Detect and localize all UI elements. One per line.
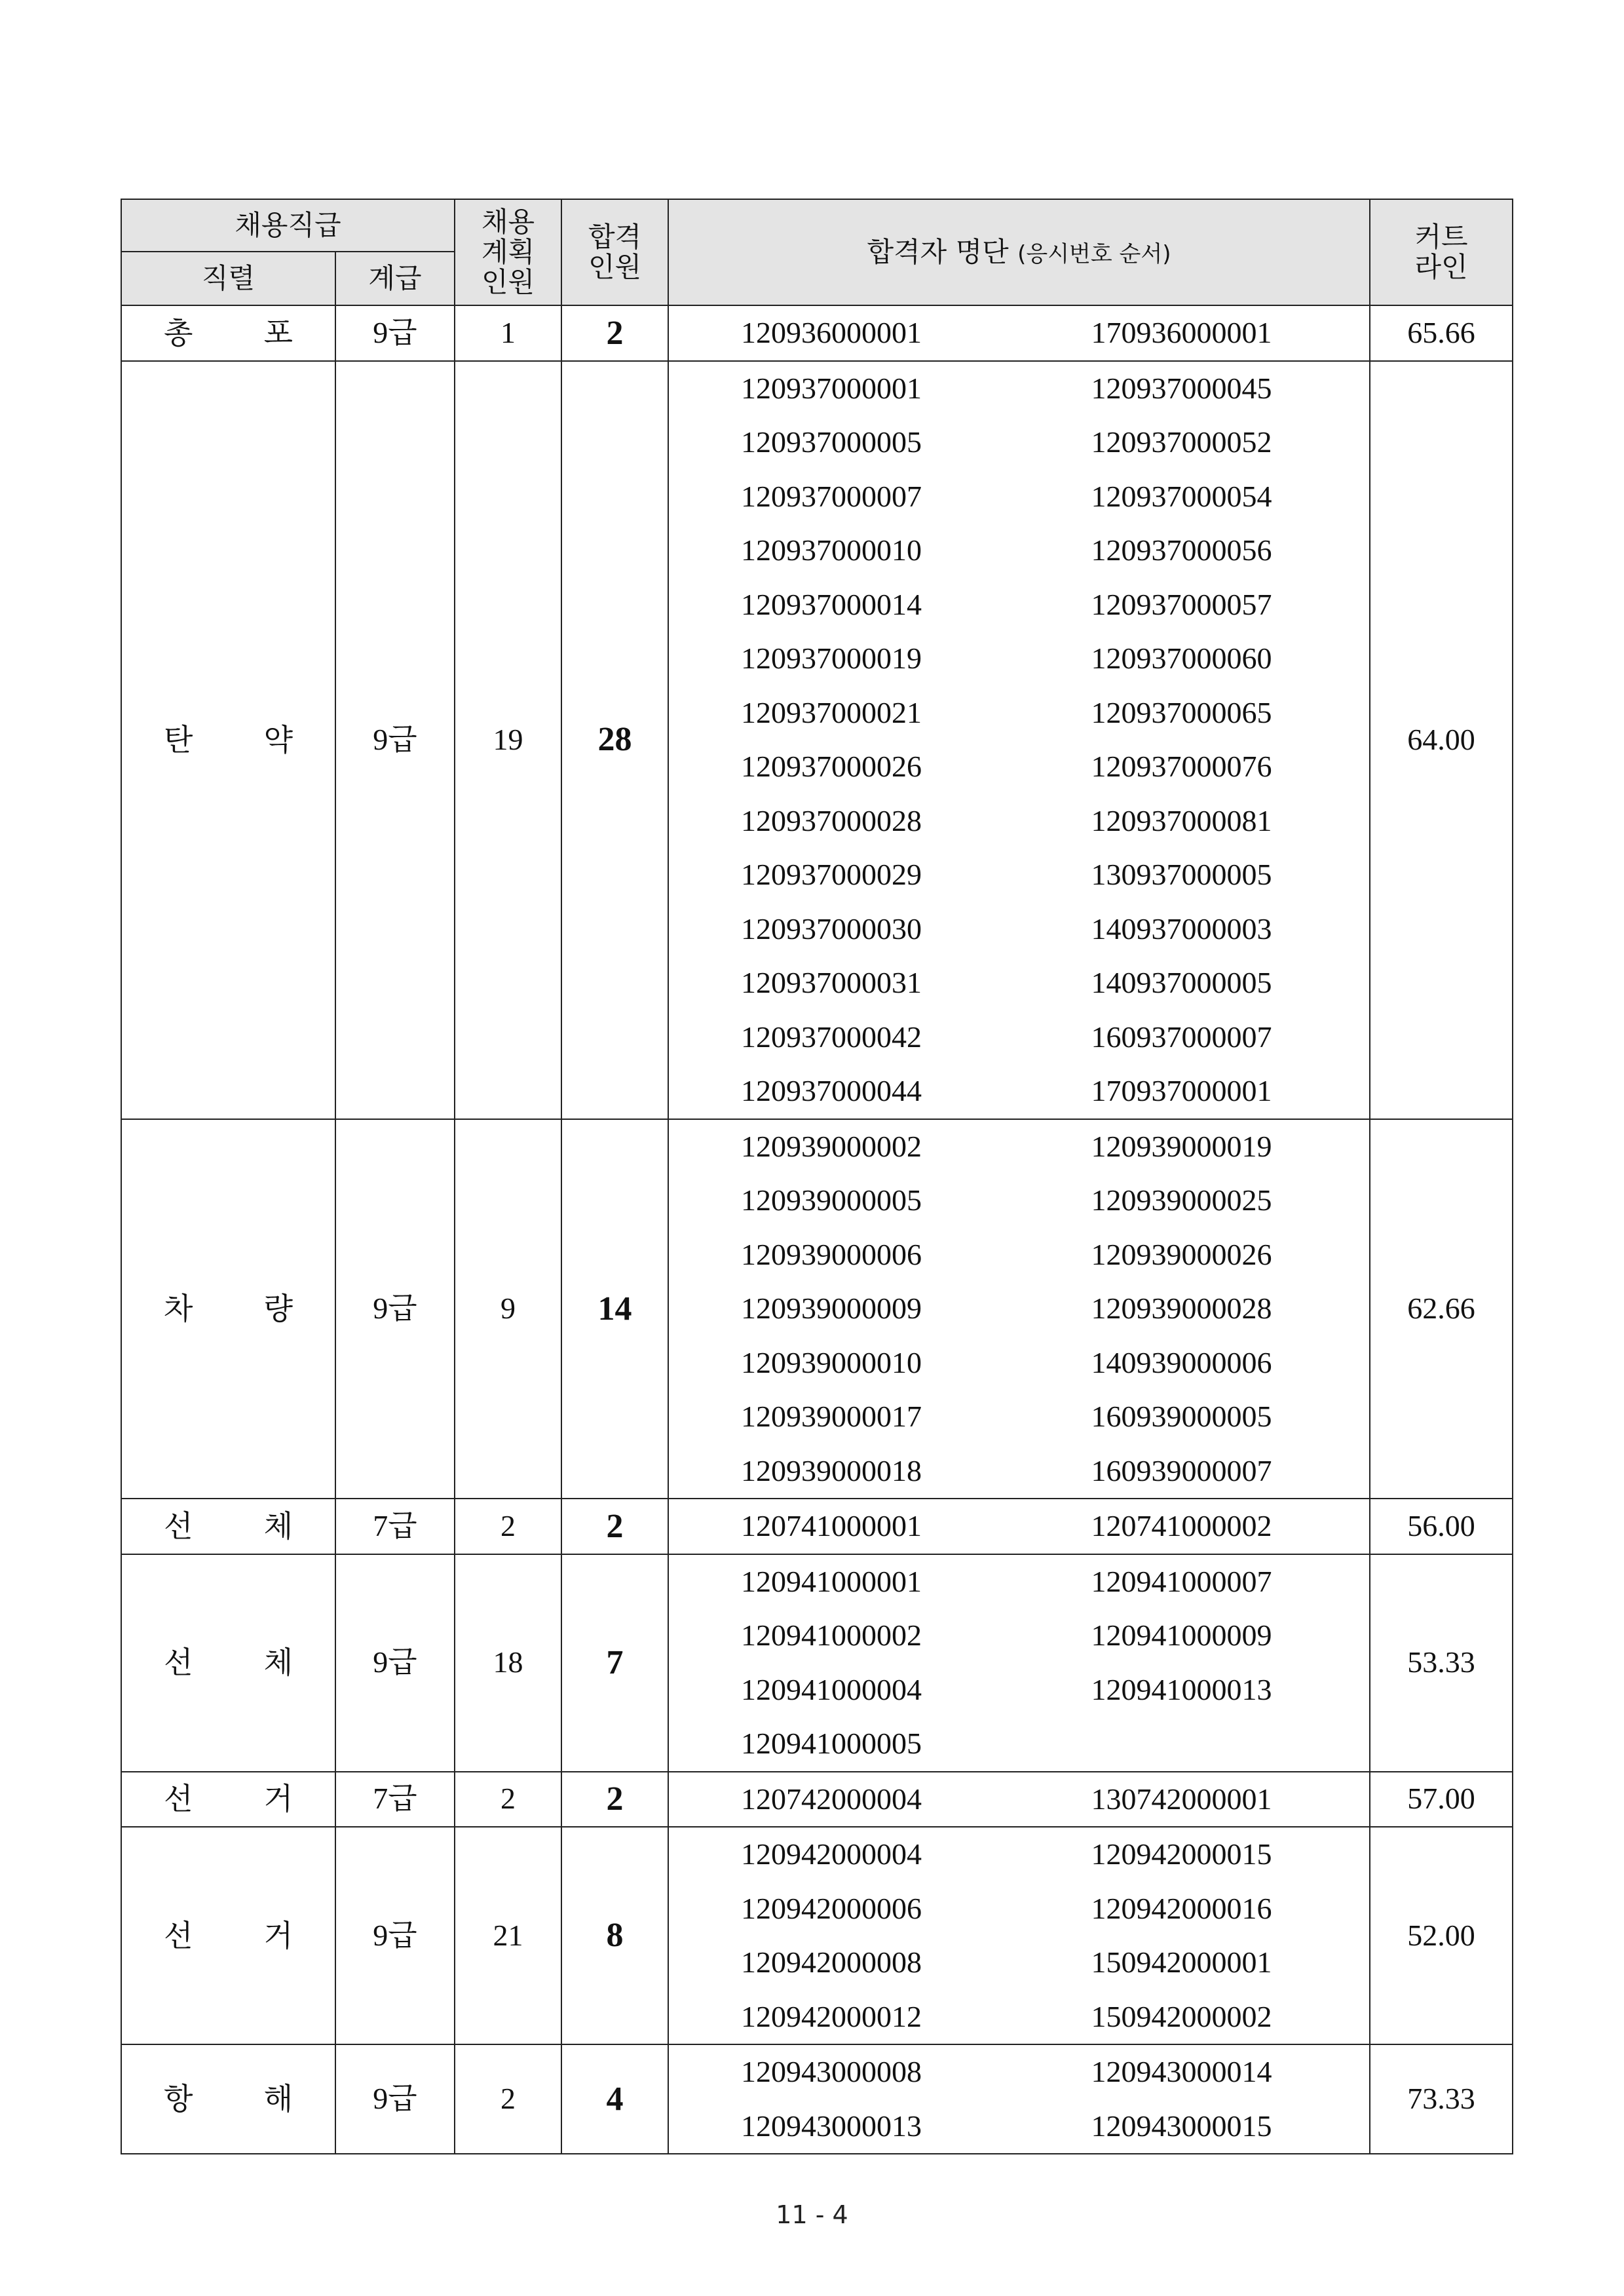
passed-candidates-table (121, 199, 1513, 2154)
header-passed-count (561, 199, 668, 305)
candidate-id: 120937000019 (741, 641, 922, 675)
candidate-id: 120943000008 (741, 2055, 922, 2088)
candidate-id: 120937000001 (741, 371, 922, 405)
candidate-id: 120939000019 (1091, 1129, 1272, 1163)
series-char-first: 선 (164, 1917, 193, 1953)
candidate-id: 120941000013 (1091, 1672, 1272, 1706)
header-planned-line1: 채용 (481, 205, 535, 238)
candidate-id: 120939000005 (741, 1183, 922, 1217)
candidate-id: 130742000001 (1091, 1782, 1272, 1816)
grade-cell (335, 305, 455, 361)
cutline-score: 57.00 (1407, 1782, 1475, 1816)
candidate-id: 120939000028 (1091, 1292, 1272, 1325)
grade-cell (335, 1554, 455, 1772)
header-series: 직렬 (121, 252, 335, 305)
candidate-id: 120937000045 (1091, 371, 1272, 405)
header-cutline-line1: 커트 (1414, 220, 1468, 253)
passed-count: 2 (606, 314, 624, 352)
grade-cell (335, 1827, 455, 2044)
passed-count: 4 (606, 2080, 624, 2118)
planned-count: 1 (500, 315, 516, 349)
candidate-id: 140937000005 (1091, 966, 1272, 999)
candidate-id: 120937000021 (741, 695, 922, 729)
candidate-id-list (669, 1555, 1369, 1771)
table-row (121, 1827, 1513, 2044)
candidate-id-list (669, 362, 1369, 1119)
candidate-id: 170937000001 (1091, 1074, 1272, 1107)
grade-value: 9급 (373, 722, 417, 756)
table-header (121, 199, 1513, 305)
cutline-score: 56.00 (1407, 1508, 1475, 1542)
header-planned-line2: 계획 (481, 235, 535, 268)
cutline-cell (1370, 361, 1513, 1119)
candidate-id-list (669, 306, 1369, 360)
cutline-cell (1370, 1827, 1513, 2044)
header-planned-line3: 인원 (481, 266, 535, 299)
series-char-second: 량 (263, 1290, 293, 1326)
candidate-id: 120942000015 (1091, 1837, 1272, 1871)
cutline-score: 73.33 (1407, 2082, 1475, 2116)
candidate-id-list (669, 2045, 1369, 2153)
candidate-id: 140937000003 (1091, 911, 1272, 946)
grade-value: 9급 (373, 1918, 417, 1952)
grade-value: 9급 (373, 2082, 417, 2116)
passed-count: 14 (597, 1290, 632, 1328)
candidate-id-list (669, 1827, 1369, 2044)
candidate-id: 120741000002 (1091, 1509, 1272, 1542)
candidate-id: 160939000005 (1091, 1400, 1272, 1433)
candidate-id: 120943000014 (1091, 2055, 1272, 2088)
header-candidate-list (668, 199, 1370, 305)
planned-count: 9 (500, 1291, 516, 1325)
series-char-second: 포 (263, 315, 293, 351)
candidate-id: 160939000007 (1091, 1453, 1272, 1487)
candidate-id: 120937000044 (741, 1074, 922, 1107)
series-cell (121, 361, 335, 1119)
candidate-id: 120943000015 (1091, 2109, 1272, 2143)
passed-count: 7 (606, 1643, 624, 1681)
series-name (122, 2082, 335, 2116)
candidate-ids-cell (668, 305, 1370, 361)
cutline-score: 62.66 (1407, 1291, 1475, 1325)
passed-count: 28 (597, 721, 632, 759)
planned-count-cell (455, 1772, 561, 1827)
series-char-second: 체 (263, 1645, 293, 1681)
series-name (122, 723, 335, 757)
planned-count-cell (455, 1827, 561, 2044)
candidate-id: 150942000002 (1091, 1999, 1272, 2033)
passed-count: 2 (606, 1780, 624, 1818)
candidate-id: 120937000065 (1091, 695, 1272, 729)
header-cutline (1370, 199, 1513, 305)
grade-value: 9급 (373, 1645, 417, 1679)
table-row (121, 305, 1513, 361)
candidate-id: 120942000008 (741, 1945, 922, 1979)
cutline-cell (1370, 1554, 1513, 1772)
table-row (121, 1772, 1513, 1827)
candidate-ids-cell (668, 361, 1370, 1119)
table-body (121, 305, 1513, 2154)
candidate-id: 120937000057 (1091, 587, 1272, 621)
cutline-cell (1370, 305, 1513, 361)
series-char-second: 약 (263, 721, 293, 757)
passed-count: 2 (606, 1507, 624, 1545)
passed-count-cell (561, 1499, 668, 1554)
cutline-cell (1370, 1772, 1513, 1827)
candidate-id: 120937000029 (741, 858, 922, 891)
planned-count-cell (455, 2044, 561, 2154)
series-char-second: 해 (263, 2081, 293, 2117)
cutline-cell (1370, 2044, 1513, 2154)
candidate-id: 120942000006 (741, 1891, 922, 1925)
candidate-id: 120939000010 (741, 1345, 922, 1379)
table-row (121, 361, 1513, 1119)
grade-cell (335, 2044, 455, 2154)
candidate-id-list (669, 1120, 1369, 1499)
candidate-id: 120942000012 (741, 1999, 922, 2033)
candidate-id: 120937000042 (741, 1020, 922, 1054)
passed-count-cell (561, 1554, 668, 1772)
passed-count-cell (561, 1119, 668, 1499)
candidate-id: 120937000026 (741, 750, 922, 783)
candidate-id: 120942000004 (741, 1837, 922, 1871)
candidate-id: 140939000006 (1091, 1345, 1272, 1379)
planned-count-cell (455, 1499, 561, 1554)
candidate-id: 120937000076 (1091, 750, 1272, 783)
header-list-title: 합격자 명단 (867, 235, 1009, 268)
planned-count-cell (455, 361, 561, 1119)
candidate-ids-cell (668, 1119, 1370, 1499)
planned-count: 19 (493, 722, 523, 756)
candidate-id: 120937000028 (741, 803, 922, 837)
candidate-id: 120742000004 (741, 1782, 922, 1816)
header-passed-line2: 인원 (588, 251, 642, 283)
grade-cell (335, 1119, 455, 1499)
candidate-id: 120936000001 (741, 316, 922, 349)
cutline-score: 64.00 (1407, 722, 1475, 756)
series-cell (121, 1499, 335, 1554)
candidate-id: 120939000017 (741, 1400, 922, 1433)
candidate-id: 120937000030 (741, 911, 922, 946)
cutline-score: 52.00 (1407, 1918, 1475, 1952)
candidate-id: 120941000009 (1091, 1618, 1272, 1652)
passed-count-cell (561, 2044, 668, 2154)
series-char-first: 선 (164, 1781, 193, 1817)
candidate-id: 120942000016 (1091, 1891, 1272, 1925)
passed-count-cell (561, 361, 668, 1119)
grade-value: 9급 (373, 1291, 417, 1325)
passed-count-cell (561, 1772, 668, 1827)
candidate-id: 120937000031 (741, 966, 922, 999)
candidate-id: 120937000081 (1091, 803, 1272, 837)
planned-count-cell (455, 1554, 561, 1772)
table-row (121, 1554, 1513, 1772)
table-row (121, 1119, 1513, 1499)
grade-cell (335, 1499, 455, 1554)
series-char-first: 총 (164, 315, 193, 351)
candidate-id: 120937000054 (1091, 479, 1272, 513)
series-char-second: 거 (263, 1917, 293, 1953)
candidate-id-list (669, 1499, 1369, 1554)
series-name (122, 316, 335, 350)
header-list-note: (응시번호 순서) (1017, 240, 1171, 267)
grade-cell (335, 361, 455, 1119)
planned-count: 2 (500, 1782, 516, 1816)
candidate-id: 120939000025 (1091, 1183, 1272, 1217)
series-char-first: 선 (164, 1645, 193, 1681)
candidate-id: 120939000006 (741, 1237, 922, 1271)
passed-count-cell (561, 1827, 668, 2044)
series-name (122, 1782, 335, 1816)
header-passed-line1: 합격 (588, 220, 642, 253)
series-char-first: 탄 (164, 721, 193, 757)
grade-value: 7급 (373, 1508, 417, 1542)
candidate-id: 120937000052 (1091, 425, 1272, 459)
series-name (122, 1292, 335, 1326)
cutline-cell (1370, 1119, 1513, 1499)
candidate-id: 120937000005 (741, 425, 922, 459)
cutline-score: 65.66 (1407, 315, 1475, 349)
grade-cell (335, 1772, 455, 1827)
candidate-id: 120941000002 (741, 1618, 922, 1652)
series-char-second: 거 (263, 1781, 293, 1817)
series-cell (121, 1554, 335, 1772)
series-cell (121, 2044, 335, 2154)
candidate-ids-cell (668, 1772, 1370, 1827)
planned-count: 2 (500, 2082, 516, 2116)
candidate-ids-cell (668, 1827, 1370, 2044)
passed-count-cell (561, 305, 668, 361)
planned-count: 2 (500, 1508, 516, 1542)
candidate-id: 120937000007 (741, 479, 922, 513)
series-cell (121, 1772, 335, 1827)
candidate-id: 120941000005 (741, 1727, 922, 1760)
series-cell (121, 1119, 335, 1499)
grade-value: 7급 (373, 1782, 417, 1816)
series-char-first: 선 (164, 1508, 193, 1544)
header-grade: 계급 (335, 252, 455, 305)
cutline-score: 53.33 (1407, 1645, 1475, 1679)
candidate-id: 130937000005 (1091, 858, 1272, 891)
series-name (122, 1919, 335, 1953)
candidate-id: 160937000007 (1091, 1020, 1272, 1054)
candidate-id: 120937000056 (1091, 533, 1272, 567)
series-cell (121, 305, 335, 361)
series-char-second: 체 (263, 1508, 293, 1544)
planned-count-cell (455, 305, 561, 361)
table-row (121, 1499, 1513, 1554)
series-cell (121, 1827, 335, 2044)
candidate-id: 120937000060 (1091, 641, 1272, 675)
series-name (122, 1510, 335, 1543)
candidate-id: 120937000010 (741, 533, 922, 567)
candidate-id: 120943000013 (741, 2109, 922, 2143)
candidate-id: 120941000004 (741, 1672, 922, 1706)
candidate-id: 120741000001 (741, 1509, 922, 1542)
cutline-cell (1370, 1499, 1513, 1554)
candidate-id: 120941000001 (741, 1564, 922, 1598)
planned-count: 18 (493, 1645, 523, 1679)
header-recruit-position: 채용직급 (121, 199, 455, 252)
candidate-ids-cell (668, 2044, 1370, 2154)
candidate-ids-cell (668, 1554, 1370, 1772)
candidate-id: 120941000007 (1091, 1564, 1272, 1598)
candidate-id: 120939000018 (741, 1453, 922, 1487)
series-char-first: 항 (164, 2081, 193, 2117)
candidate-id: 120939000026 (1091, 1237, 1272, 1271)
grade-value: 9급 (373, 315, 417, 349)
candidate-id: 170936000001 (1091, 316, 1272, 349)
candidate-id-list (669, 1772, 1369, 1827)
candidate-ids-cell (668, 1499, 1370, 1554)
series-char-first: 차 (164, 1290, 193, 1326)
planned-count-cell (455, 1119, 561, 1499)
planned-count: 21 (493, 1918, 523, 1952)
passed-count: 8 (606, 1917, 624, 1955)
page-number: 11 - 4 (776, 2200, 848, 2229)
candidate-id: 120939000009 (741, 1292, 922, 1325)
header-planned-count (455, 199, 561, 305)
candidate-id: 120939000002 (741, 1129, 922, 1163)
candidate-id: 120937000014 (741, 587, 922, 621)
table-row (121, 2044, 1513, 2154)
series-name (122, 1646, 335, 1679)
candidate-id: 150942000001 (1091, 1945, 1272, 1979)
header-cutline-line2: 라인 (1414, 251, 1468, 283)
